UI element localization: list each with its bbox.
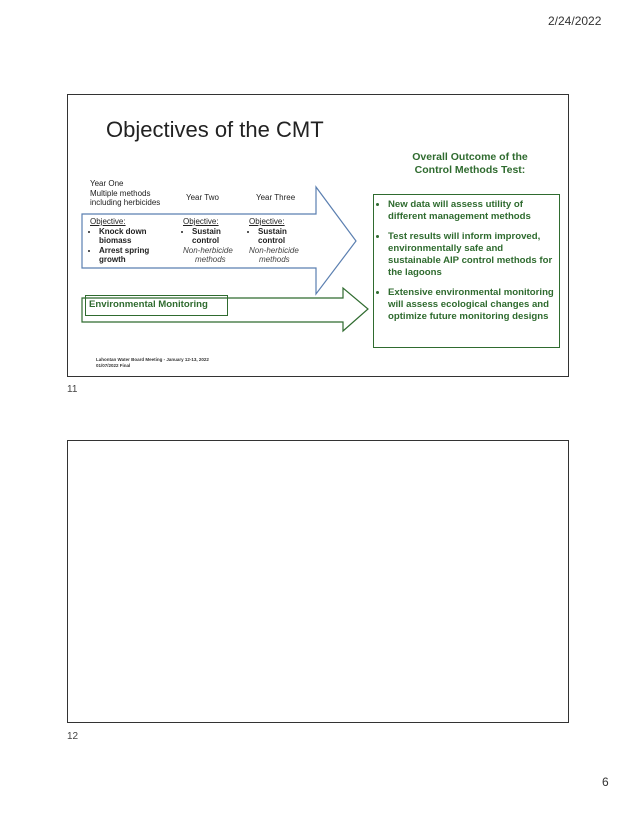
page-date: 2/24/2022 — [548, 14, 602, 28]
slide-title: Objectives of the CMT — [106, 117, 324, 142]
objective-year-two: Objective: • Sustain control Non-herbicide methods — [183, 217, 253, 265]
slide-footer: Lahontan Water Board Meeting - January 12-13, 2022 01/07/2022 Final — [96, 357, 209, 368]
outcome-item: • Extensive environmental monitoring will assess ecological changes and optimize future monitoring designs — [388, 287, 555, 323]
year-two-label: Year Two — [186, 193, 219, 202]
slide-number-12: 12 — [67, 731, 79, 742]
environmental-monitoring-label: Environmental Monitoring — [85, 295, 228, 316]
outcome-box — [373, 194, 560, 348]
outcome-item: • New data will assess utility of different management methods — [388, 199, 555, 223]
page-number: 6 — [602, 775, 609, 789]
slide-12 — [67, 440, 569, 723]
year-three-label: Year Three — [256, 193, 296, 202]
outcome-item: • Test results will inform improved, environmentally safe and sustainable AIP control methods for the lagoons — [388, 231, 555, 279]
slide-11 — [67, 94, 569, 377]
objective-year-three: Objective: • Sustain control Non-herbicide methods — [249, 217, 319, 265]
objective-year-one: Objective: • Knock down biomass • Arrest spring growth — [90, 217, 180, 265]
year-one-label: Year One Multiple methods including herbicides — [90, 179, 161, 207]
slide-number-11: 11 — [67, 384, 78, 395]
outcome-heading: Overall Outcome of the Control Methods Test: — [412, 151, 528, 176]
